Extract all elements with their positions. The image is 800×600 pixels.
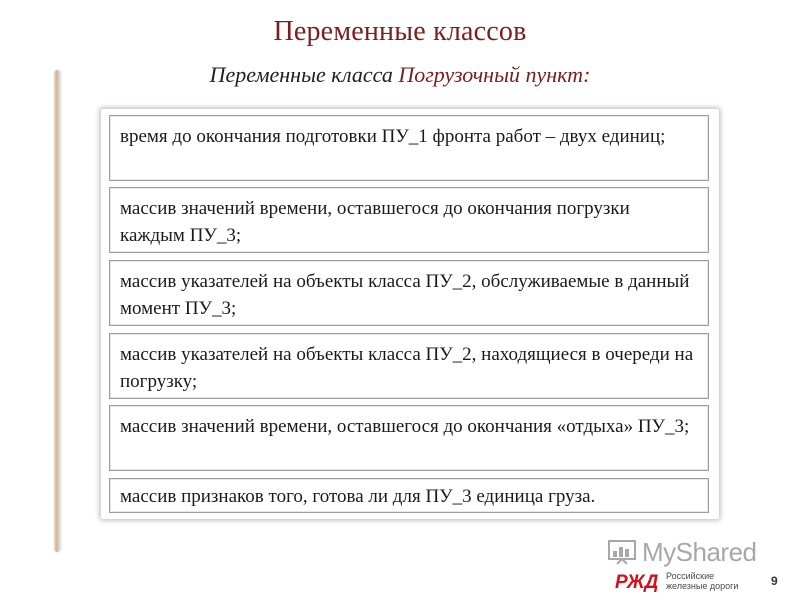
variable-item: массив указателей на объекты класса ПУ_2, обслуживаемые в данный момент ПУ_3;: [109, 260, 709, 326]
chart-icon: [608, 539, 638, 565]
variable-item: массив признаков того, готова ли для ПУ_3 единица груза.: [109, 478, 709, 513]
variable-item: массив указателей на объекты класса ПУ_2, находящиеся в очереди на погрузку;: [109, 333, 709, 399]
slide-title: Переменные классов: [273, 16, 527, 47]
rzd-mark-icon: [614, 570, 662, 592]
variable-item: массив значений времени, оставшегося до окончания «отдыха» ПУ_3;: [109, 405, 709, 471]
variables-panel: [101, 109, 719, 519]
slide-subtitle: [0, 62, 800, 88]
myshared-text: MyShared: [642, 536, 757, 567]
subtitle-accent: Погрузочный пункт:: [398, 62, 591, 87]
subtitle-prefix: Переменные класса: [209, 62, 399, 87]
myshared-logo: [608, 536, 757, 568]
rzd-logo: [614, 570, 738, 592]
variable-item: массив значений времени, оставшегося до окончания погрузки каждым ПУ_3;: [109, 187, 709, 253]
left-decorative-rule: [54, 70, 60, 552]
rzd-line2: железные дороги: [666, 581, 739, 591]
rzd-text: [666, 571, 738, 591]
rzd-line1: Российские: [666, 571, 715, 581]
page-number: 9: [771, 574, 778, 588]
variable-item: время до окончания подготовки ПУ_1 фронта работ – двух единиц;: [109, 115, 709, 181]
svg-text:РЖД: РЖД: [615, 572, 659, 592]
